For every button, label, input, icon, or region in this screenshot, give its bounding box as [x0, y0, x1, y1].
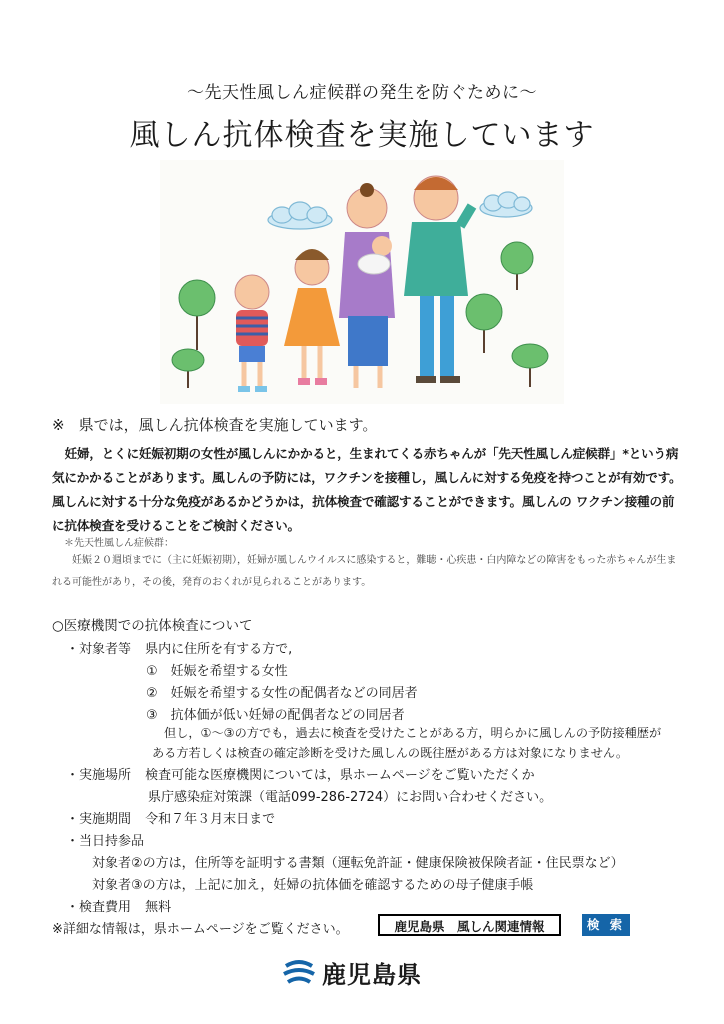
logo-text: 鹿児島県 [322, 960, 422, 989]
footer-note: ※詳細な情報は，県ホームページをご覧ください。 [52, 922, 349, 937]
place-row [66, 764, 535, 783]
place-line-1: 検査可能な医療機関については，県ホームページをご覧いただくか [145, 768, 535, 783]
notice-line [52, 414, 377, 435]
footnote-title: ＊先天性風しん症候群： [64, 538, 174, 549]
family-illustration [160, 160, 564, 404]
poster-title: 風しん抗体検査を実施しています [129, 118, 595, 153]
targets-row [66, 638, 292, 657]
place-line-2: 県庁感染症対策課（電話099-286-2724）にお問い合わせください。 [148, 790, 553, 805]
notice-mark: ※ [52, 416, 65, 434]
bring-label: ・ 当日持参品 [66, 830, 144, 849]
target-item-3: ③ 抗体価が低い妊婦の配偶者などの同居者 [146, 708, 405, 723]
fee-label: ・ 検査費用 [66, 900, 131, 915]
prefecture-logo [282, 952, 422, 992]
period-row [66, 808, 275, 827]
footnote-body: 妊娠２０週頃までに（主に妊娠初期），妊婦が風しんウイルスに感染すると，難聴・心疾患・白内障などの障害をもった赤ちゃんが生まれる可能性があり，その後，発育のおくれが見られることがあります。 [52, 555, 677, 588]
section-title: ○医療機関での抗体検査について [52, 618, 253, 634]
period-value: 令和７年３月末日まで [145, 812, 276, 827]
target-note-1: 但し，①〜③の方でも，過去に検査を受けたことがある方，明らかに風しんの予防接種歴が [164, 726, 662, 740]
target-item-1: ① 妊娠を希望する女性 [146, 664, 288, 679]
bring-line-1: 対象者②の方は，住所等を証明する書類（運転免許証・健康保険被保険者証・住民票など） [92, 856, 624, 871]
fee-value: 無料 [145, 900, 172, 915]
targets-intro: 県内に住所を有する方で, [145, 642, 293, 657]
notice-text: 県では，風しん抗体検査を実施しています。 [78, 416, 378, 434]
period-label: ・ 実施期間 [66, 812, 131, 827]
fee-row [66, 896, 171, 915]
place-label: ・ 実施場所 [66, 768, 131, 783]
bring-line-2: 対象者③の方は，上記に加え，妊婦の抗体価を確認するための母子健康手帳 [92, 878, 534, 893]
intro-paragraph: 妊婦，とくに妊娠初期の女性が風しんにかかると，生まれてくる赤ちゃんが「先天性風しん症候群」*という病気にかかることがあります。風しんの予防には，ワクチンを接種し，風しんに対する免疫を持つことが有効です。風しんに対する十分な免疫があるかどうかは，抗体検査で確認することができます。風しんの ワクチン接種の前に抗体検査を受けることをご検討ください。 [52, 446, 682, 533]
search-button[interactable]: 検 索 [582, 914, 630, 936]
target-item-2: ② 妊娠を希望する女性の配偶者などの同居者 [146, 686, 418, 701]
kagoshima-prefecture-emblem-icon [282, 956, 316, 988]
target-note-2: ある方若しくは検査の確定診断を受けた風しんの既往歴がある方は対象になりません。 [152, 746, 629, 760]
targets-label: ・ 対象者等 [66, 642, 131, 657]
search-input[interactable]: 鹿児島県 風しん関連情報 [378, 914, 561, 936]
poster-subtitle: 〜先天性風しん症候群の発生を防ぐために〜 [187, 83, 537, 103]
